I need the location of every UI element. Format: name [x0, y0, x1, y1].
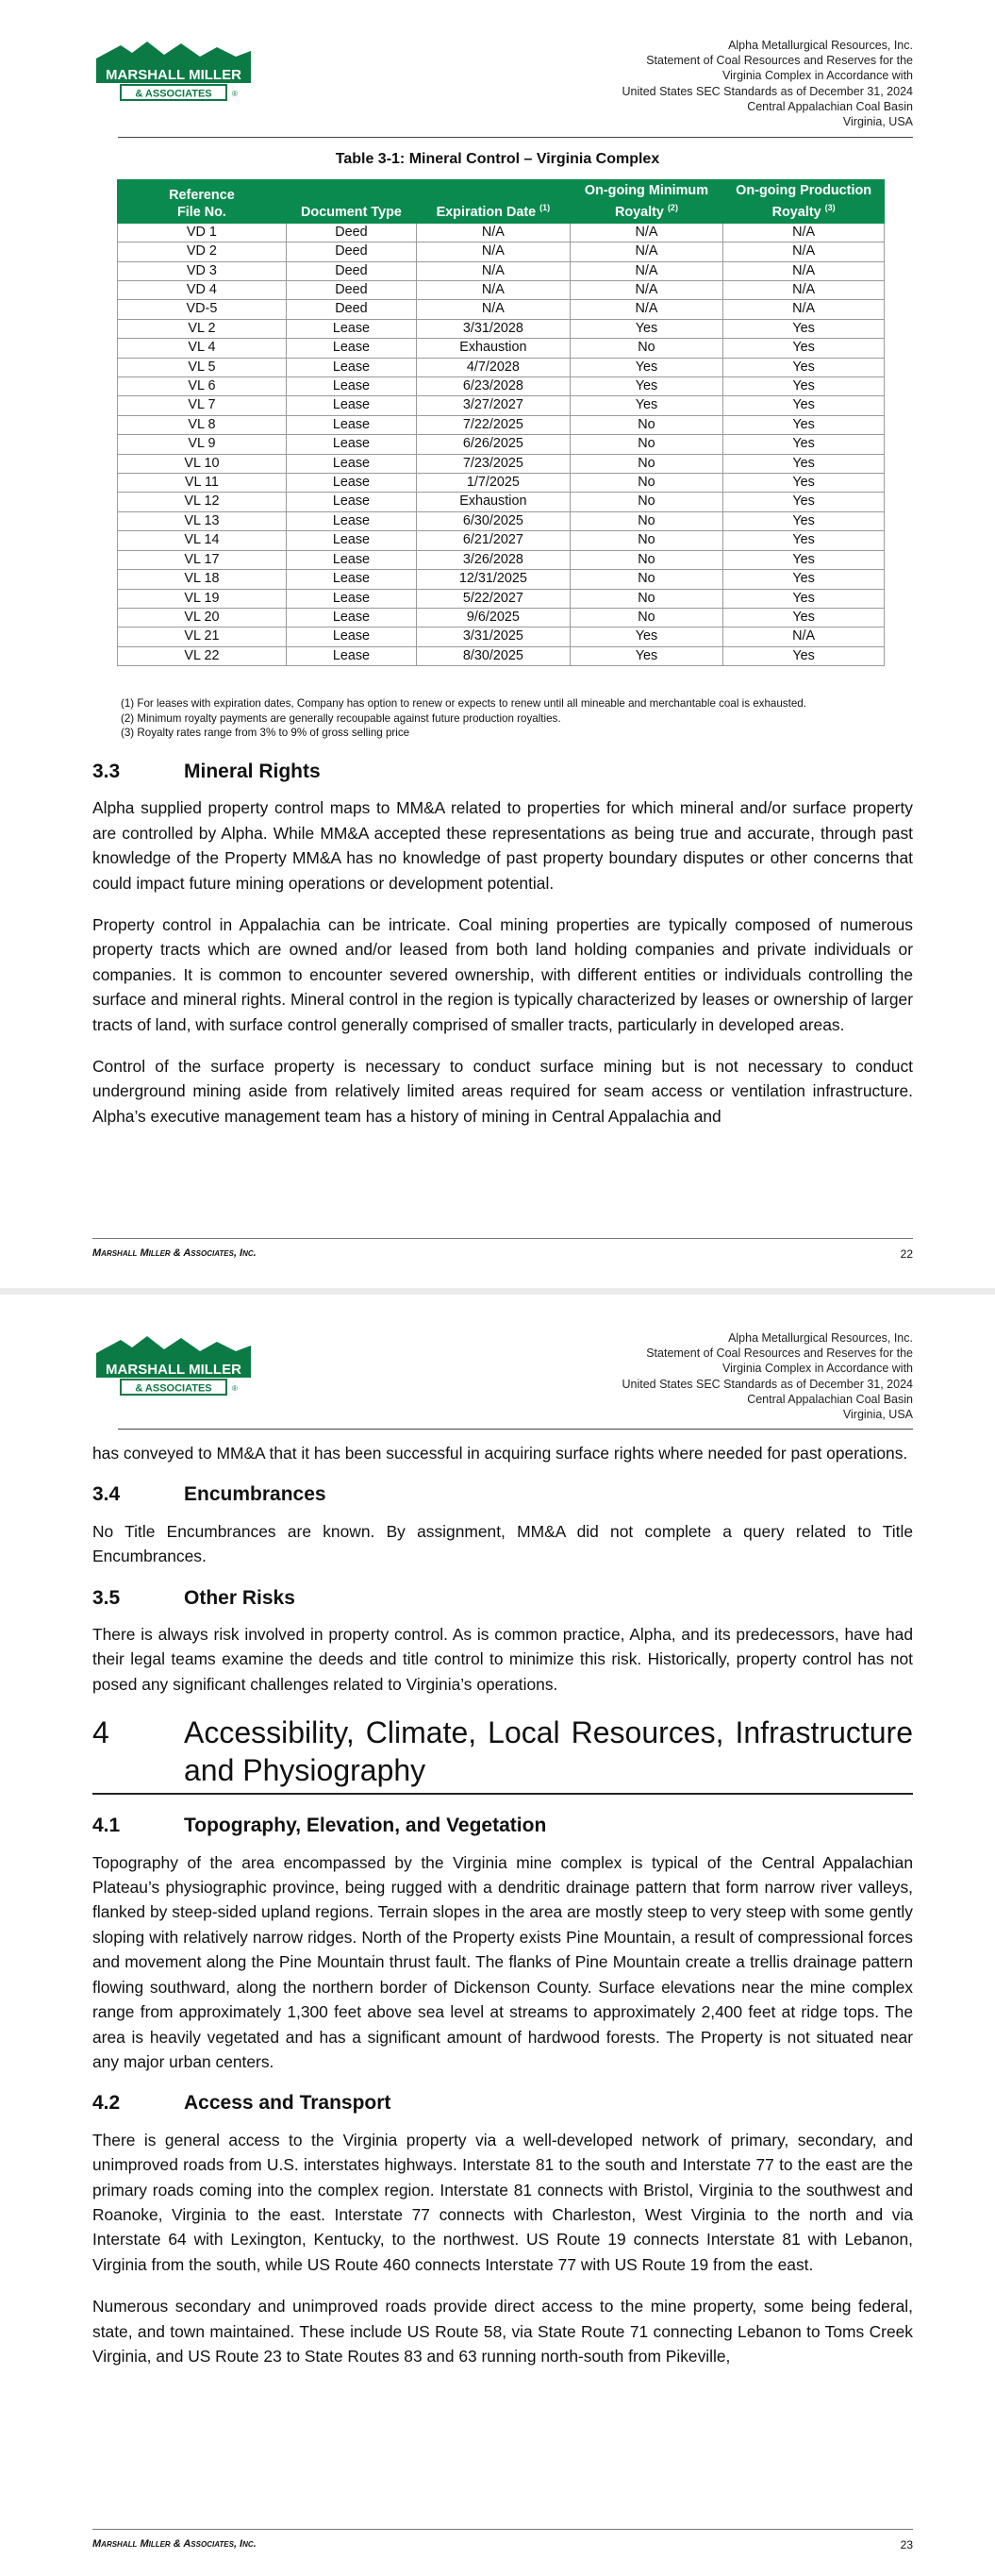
header-line-4: United States SEC Standards as of December 31, 2024 — [622, 84, 913, 98]
col-document-type: Document Type — [286, 180, 416, 224]
cell-expiration-date: 6/23/2028 — [417, 377, 571, 396]
footer-divider — [92, 2529, 913, 2530]
cell-minimum-royalty: No — [570, 493, 723, 511]
cell-production-royalty: Yes — [723, 646, 885, 665]
cell-production-royalty: Yes — [723, 358, 885, 376]
table-row — [118, 646, 885, 665]
section-4-2-heading: 4.2 Access and Transport — [92, 2092, 391, 2115]
cell-expiration-date: 4/7/2028 — [417, 358, 571, 376]
cell-reference-file-no: VD 4 — [118, 281, 287, 300]
cell-minimum-royalty: Yes — [570, 627, 723, 646]
footer-company: Marshall Miller & Associates, Inc. — [92, 2538, 257, 2550]
cell-minimum-royalty: No — [570, 415, 723, 434]
footer-company: Marshall Miller & Associates, Inc. — [92, 1247, 257, 1259]
header-line-5: Central Appalachian Coal Basin — [747, 99, 913, 113]
report-header — [622, 38, 913, 129]
header-line-3: Virginia Complex in Accordance with — [722, 69, 913, 83]
cell-reference-file-no: VL 19 — [118, 589, 287, 608]
header-company: Alpha Metallurgical Resources, Inc. — [728, 39, 913, 52]
table-row — [118, 261, 885, 280]
cell-reference-file-no: VL 14 — [118, 531, 287, 550]
logo-top-text: MARSHALL MILLER — [106, 1362, 241, 1378]
cell-production-royalty: Yes — [723, 454, 885, 473]
page-number: 23 — [900, 2538, 913, 2551]
section-3-3-paragraph-2: Property control in Appalachia can be intricate. Coal mining properties are typically composed of numerous property tracts which are owned and/or leased from both land holding companies and private individuals or companies. It is common to encounter severed ownership, with different entities or individuals controlling the surface and mineral rights. Mineral control in the region is typically characterized by leases or ownership of larger tracts of land, with surface control generally comprised of smaller tracts, particularly in developed areas. — [92, 915, 913, 1034]
logo-bottom-text: & ASSOCIATES — [135, 1382, 212, 1395]
cell-reference-file-no: VL 4 — [118, 339, 287, 358]
table-row — [118, 223, 885, 242]
col-expiration-date: Expiration Date $^{(1)}$ — [417, 180, 571, 224]
marshall-miller-logo-graphic — [94, 38, 253, 106]
cell-production-royalty: Yes — [723, 474, 885, 493]
header-line-6: Virginia, USA — [842, 115, 913, 129]
cell-expiration-date: N/A — [417, 300, 571, 319]
section-3-3-paragraph-3: Control of the surface property is necessary to conduct surface mining but is not necessary to conduct underground mining aside from relatively limited areas required for seam access or ventilation infrastructure. Alpha’s executive management team has a history of mining in Central Appalachia and — [92, 1057, 913, 1126]
header-line-6: Virginia, USA — [842, 1408, 913, 1422]
table-row — [118, 319, 885, 338]
header-line-3: Virginia Complex in Accordance with — [722, 1362, 913, 1376]
page-23-body — [92, 1441, 913, 2385]
cell-production-royalty: N/A — [723, 261, 885, 280]
section-4-2-paragraph-1: There is general access to the Virginia property via a well-developed network of primary, secondary, and unimproved roads from U.S. interstates highways. Interstate 81 to the south and Interstate 77 to the east are the primary roads coming into the complex region. Interstate 81 connects with Bristol, Virginia to the southwest and Roanoke, Virginia to the east. Interstate 77 connects with Charleston, West Virginia to the north and via Interstate 64 with Lexington, Kentucky, to the northwest. US Route 19 connects Interstate 81 with Lebanon, Virginia from the south, while US Route 460 connects Interstate 77 with US Route 19 from the east. — [92, 2130, 913, 2274]
section-4-2-paragraph-2: Numerous secondary and unimproved roads provide direct access to the mine property, some being federal, state, and town maintained. These include US Route 58, via State Route 71 connecting Lebanon to Toms Creek Virginia, and US Route 23 to State Routes 83 and 63 running north-south from Pikeville, — [92, 2297, 913, 2366]
cell-document-type: Lease — [286, 493, 416, 511]
table-title: Table 3-1: Mineral Control – Virginia Complex — [335, 151, 660, 167]
cell-minimum-royalty: Yes — [570, 358, 723, 376]
cell-document-type: Lease — [286, 454, 416, 473]
table-row — [118, 474, 885, 493]
col-production-royalty: On-going Production Royalty $^{(3)}$ — [723, 180, 885, 224]
page-22-footer — [92, 1247, 913, 1259]
cell-expiration-date: 8/30/2025 — [417, 646, 571, 665]
cell-document-type: Lease — [286, 435, 416, 454]
cell-expiration-date: 7/22/2025 — [417, 415, 571, 434]
section-4-1-paragraph-1: Topography of the area encompassed by the Virginia mine complex is typical of the Central Appalachian Plateau’s physiographic province, being rugged with a dendritic drainage pattern that form narrow river valleys, flanked by steep-sided upland regions. Terrain slopes in the area are mostly steep to very steep with some gently sloping with relatively narrow ridges. North of the Property exists Pine Mountain, a result of compressional forces and movement along the Pine Mountain thrust fault. The flanks of Pine Mountain create a trellis drainage pattern flowing southward, along the northern border of Dickenson County. Surface elevations near the mine complex range from approximately 1,300 feet above sea level at streams to approximately 2,400 feet at ridge tops. The area is heavily vegetated and has a significant amount of hardwood forests. The Property is not situated near any major urban centers. — [92, 1852, 913, 2071]
cell-expiration-date: N/A — [417, 261, 571, 280]
company-logo — [94, 38, 253, 106]
footer-divider — [92, 1238, 913, 1239]
cell-document-type: Lease — [286, 589, 416, 608]
cell-expiration-date: N/A — [417, 281, 571, 300]
section-3-5-heading: 3.5 Other Risks — [92, 1586, 295, 1609]
section-3-4-heading: 3.4 Encumbrances — [92, 1483, 326, 1506]
table-notes — [121, 696, 806, 741]
cell-document-type: Deed — [286, 281, 416, 300]
cell-expiration-date: 3/31/2025 — [417, 627, 571, 646]
cell-document-type: Lease — [286, 319, 416, 338]
table-row — [118, 511, 885, 530]
table-row — [118, 493, 885, 511]
cell-production-royalty: Yes — [723, 435, 885, 454]
table-body — [118, 223, 885, 665]
cell-expiration-date: 7/23/2025 — [417, 454, 571, 473]
table-note-2: (2) Minimum royalty payments are generally recoupable against future production royalties. — [121, 711, 561, 725]
marshall-miller-logo-graphic — [94, 1332, 253, 1400]
cell-expiration-date: 6/30/2025 — [417, 511, 571, 530]
cell-production-royalty: Yes — [723, 415, 885, 434]
page-23 — [0, 1295, 995, 2576]
cell-production-royalty: Yes — [723, 511, 885, 530]
cell-reference-file-no: VL 6 — [118, 377, 287, 396]
cell-minimum-royalty: No — [570, 511, 723, 530]
header-company: Alpha Metallurgical Resources, Inc. — [728, 1331, 913, 1345]
cell-document-type: Lease — [286, 608, 416, 627]
cell-production-royalty: Yes — [723, 339, 885, 358]
cell-document-type: Lease — [286, 339, 416, 358]
logo-registered-mark: ® — [232, 90, 238, 98]
cell-expiration-date: 1/7/2025 — [417, 474, 571, 493]
cell-document-type: Lease — [286, 627, 416, 646]
cell-minimum-royalty: Yes — [570, 319, 723, 338]
cell-document-type: Lease — [286, 511, 416, 530]
cell-document-type: Lease — [286, 377, 416, 396]
cell-expiration-date: 9/6/2025 — [417, 608, 571, 627]
cell-minimum-royalty: No — [570, 570, 723, 589]
cell-expiration-date: N/A — [417, 223, 571, 242]
cell-minimum-royalty: No — [570, 454, 723, 473]
table-row — [118, 550, 885, 569]
cell-expiration-date: N/A — [417, 243, 571, 261]
cell-document-type: Lease — [286, 531, 416, 550]
table-header-row — [118, 180, 885, 224]
cell-production-royalty: Yes — [723, 608, 885, 627]
cell-expiration-date: 6/26/2025 — [417, 435, 571, 454]
cell-document-type: Lease — [286, 550, 416, 569]
col-minimum-royalty: On-going Minimum Royalty $^{(2)}$ — [570, 180, 723, 224]
cell-reference-file-no: VL 20 — [118, 608, 287, 627]
cell-production-royalty: N/A — [723, 223, 885, 242]
table-row — [118, 531, 885, 550]
cell-production-royalty: Yes — [723, 396, 885, 415]
logo-bottom-text: & ASSOCIATES — [135, 88, 212, 100]
section-3-4-paragraph-1: No Title Encumbrances are known. By assignment, MM&A did not complete a query related to Title Encumbrances. — [92, 1521, 913, 1566]
table-row — [118, 377, 885, 396]
table-row — [118, 415, 885, 434]
cell-expiration-date: 12/31/2025 — [417, 570, 571, 589]
cell-minimum-royalty: Yes — [570, 377, 723, 396]
table-row — [118, 281, 885, 300]
cell-production-royalty: Yes — [723, 319, 885, 338]
cell-document-type: Lease — [286, 646, 416, 665]
table-row — [118, 339, 885, 358]
cell-expiration-date: 3/26/2028 — [417, 550, 571, 569]
cell-minimum-royalty: No — [570, 435, 723, 454]
header-line-2: Statement of Coal Resources and Reserves for the — [646, 54, 913, 68]
cell-reference-file-no: VL 21 — [118, 627, 287, 646]
cell-minimum-royalty: N/A — [570, 243, 723, 261]
mineral-control-table — [117, 179, 885, 666]
table-row — [118, 570, 885, 589]
cell-expiration-date: Exhaustion — [417, 493, 571, 511]
cell-document-type: Lease — [286, 474, 416, 493]
cell-production-royalty: N/A — [723, 627, 885, 646]
cell-minimum-royalty: Yes — [570, 646, 723, 665]
header-divider — [118, 1429, 913, 1430]
table-row — [118, 358, 885, 376]
cell-document-type: Deed — [286, 243, 416, 261]
section-4-1-heading: 4.1 Topography, Elevation, and Vegetation — [92, 1815, 547, 1837]
cell-minimum-royalty: N/A — [570, 223, 723, 242]
cell-expiration-date: Exhaustion — [417, 339, 571, 358]
cell-document-type: Deed — [286, 261, 416, 280]
cell-reference-file-no: VD 3 — [118, 261, 287, 280]
page-23-footer — [92, 2538, 913, 2550]
page-22-body — [92, 760, 913, 1146]
cell-reference-file-no: VL 12 — [118, 493, 287, 511]
cell-minimum-royalty: No — [570, 474, 723, 493]
cell-reference-file-no: VL 13 — [118, 511, 287, 530]
cell-document-type: Lease — [286, 396, 416, 415]
table-note-3: (3) Royalty rates range from 3% to 9% of gross selling price — [121, 727, 410, 739]
table-row — [118, 300, 885, 319]
cell-reference-file-no: VL 18 — [118, 570, 287, 589]
cell-minimum-royalty: No — [570, 550, 723, 569]
cell-reference-file-no: VL 22 — [118, 646, 287, 665]
logo-registered-mark: ® — [232, 1384, 238, 1393]
col-reference-file-no: Reference File No. — [118, 180, 287, 224]
cell-document-type: Lease — [286, 570, 416, 589]
cell-reference-file-no: VD-5 — [118, 300, 287, 319]
cell-minimum-royalty: No — [570, 339, 723, 358]
cell-production-royalty: Yes — [723, 550, 885, 569]
header-line-2: Statement of Coal Resources and Reserves for the — [646, 1347, 913, 1361]
cell-production-royalty: N/A — [723, 300, 885, 319]
cell-document-type: Deed — [286, 223, 416, 242]
table-row — [118, 435, 885, 454]
cell-production-royalty: N/A — [723, 243, 885, 261]
cell-minimum-royalty: Yes — [570, 396, 723, 415]
cell-expiration-date: 3/31/2028 — [417, 319, 571, 338]
logo-top-text: MARSHALL MILLER — [106, 67, 241, 83]
header-divider — [118, 137, 913, 138]
cell-expiration-date: 6/21/2027 — [417, 531, 571, 550]
cell-production-royalty: Yes — [723, 377, 885, 396]
cell-document-type: Deed — [286, 300, 416, 319]
table-row — [118, 396, 885, 415]
table-row — [118, 627, 885, 646]
cell-reference-file-no: VL 9 — [118, 435, 287, 454]
chapter-4-heading: 4 Accessibility, Climate, Local Resources, Infrastructure and Physiography — [92, 1714, 913, 1795]
cell-minimum-royalty: N/A — [570, 281, 723, 300]
cell-expiration-date: 5/22/2027 — [417, 589, 571, 608]
table-row — [118, 454, 885, 473]
section-3-3-heading: 3.3 Mineral Rights — [92, 761, 321, 782]
cell-reference-file-no: VL 17 — [118, 550, 287, 569]
cell-reference-file-no: VL 7 — [118, 396, 287, 415]
table-row — [118, 243, 885, 261]
section-3-5-paragraph-1: There is always risk involved in property control. As is common practice, Alpha, and its predecessors, have had their legal teams examine the deeds and title control to minimize this risk. Historically, property control has not posed any significant challenges related to Virginia’s operations. — [92, 1625, 913, 1694]
cell-document-type: Lease — [286, 415, 416, 434]
cell-minimum-royalty: No — [570, 589, 723, 608]
cell-document-type: Lease — [286, 358, 416, 376]
cell-reference-file-no: VD 1 — [118, 223, 287, 242]
cell-minimum-royalty: No — [570, 608, 723, 627]
cell-reference-file-no: VL 2 — [118, 319, 287, 338]
page-number: 22 — [900, 1247, 913, 1261]
cell-minimum-royalty: N/A — [570, 300, 723, 319]
cell-production-royalty: Yes — [723, 531, 885, 550]
report-header — [622, 1330, 913, 1422]
cell-reference-file-no: VL 5 — [118, 358, 287, 376]
section-3-3-paragraph-3-continued: has conveyed to MM&A that it has been successful in acquiring surface rights where needed for past operations. — [92, 1444, 908, 1463]
cell-production-royalty: Yes — [723, 493, 885, 511]
header-line-5: Central Appalachian Coal Basin — [747, 1392, 913, 1406]
cell-reference-file-no: VD 2 — [118, 243, 287, 261]
cell-production-royalty: N/A — [723, 281, 885, 300]
table-row — [118, 589, 885, 608]
cell-reference-file-no: VL 11 — [118, 474, 287, 493]
cell-minimum-royalty: N/A — [570, 261, 723, 280]
header-line-4: United States SEC Standards as of December 31, 2024 — [622, 1377, 913, 1391]
cell-production-royalty: Yes — [723, 570, 885, 589]
company-logo — [94, 1332, 253, 1400]
cell-expiration-date: 3/27/2027 — [417, 396, 571, 415]
cell-minimum-royalty: No — [570, 531, 723, 550]
cell-production-royalty: Yes — [723, 589, 885, 608]
table-row — [118, 608, 885, 627]
cell-reference-file-no: VL 8 — [118, 415, 287, 434]
cell-reference-file-no: VL 10 — [118, 454, 287, 473]
section-3-3-paragraph-1: Alpha supplied property control maps to MM&A related to properties for which mineral and/or surface property are controlled by Alpha. While MM&A accepted these representations as being true and accurate, through past knowledge of the Property MM&A has no knowledge of past property boundary disputes or other concerns that could impact future mining operations or development potential. — [92, 798, 913, 893]
table-note-1: (1) For leases with expiration dates, Company has option to renew or expects to renew until all mineable and merchantable coal is exhausted. — [121, 697, 806, 710]
